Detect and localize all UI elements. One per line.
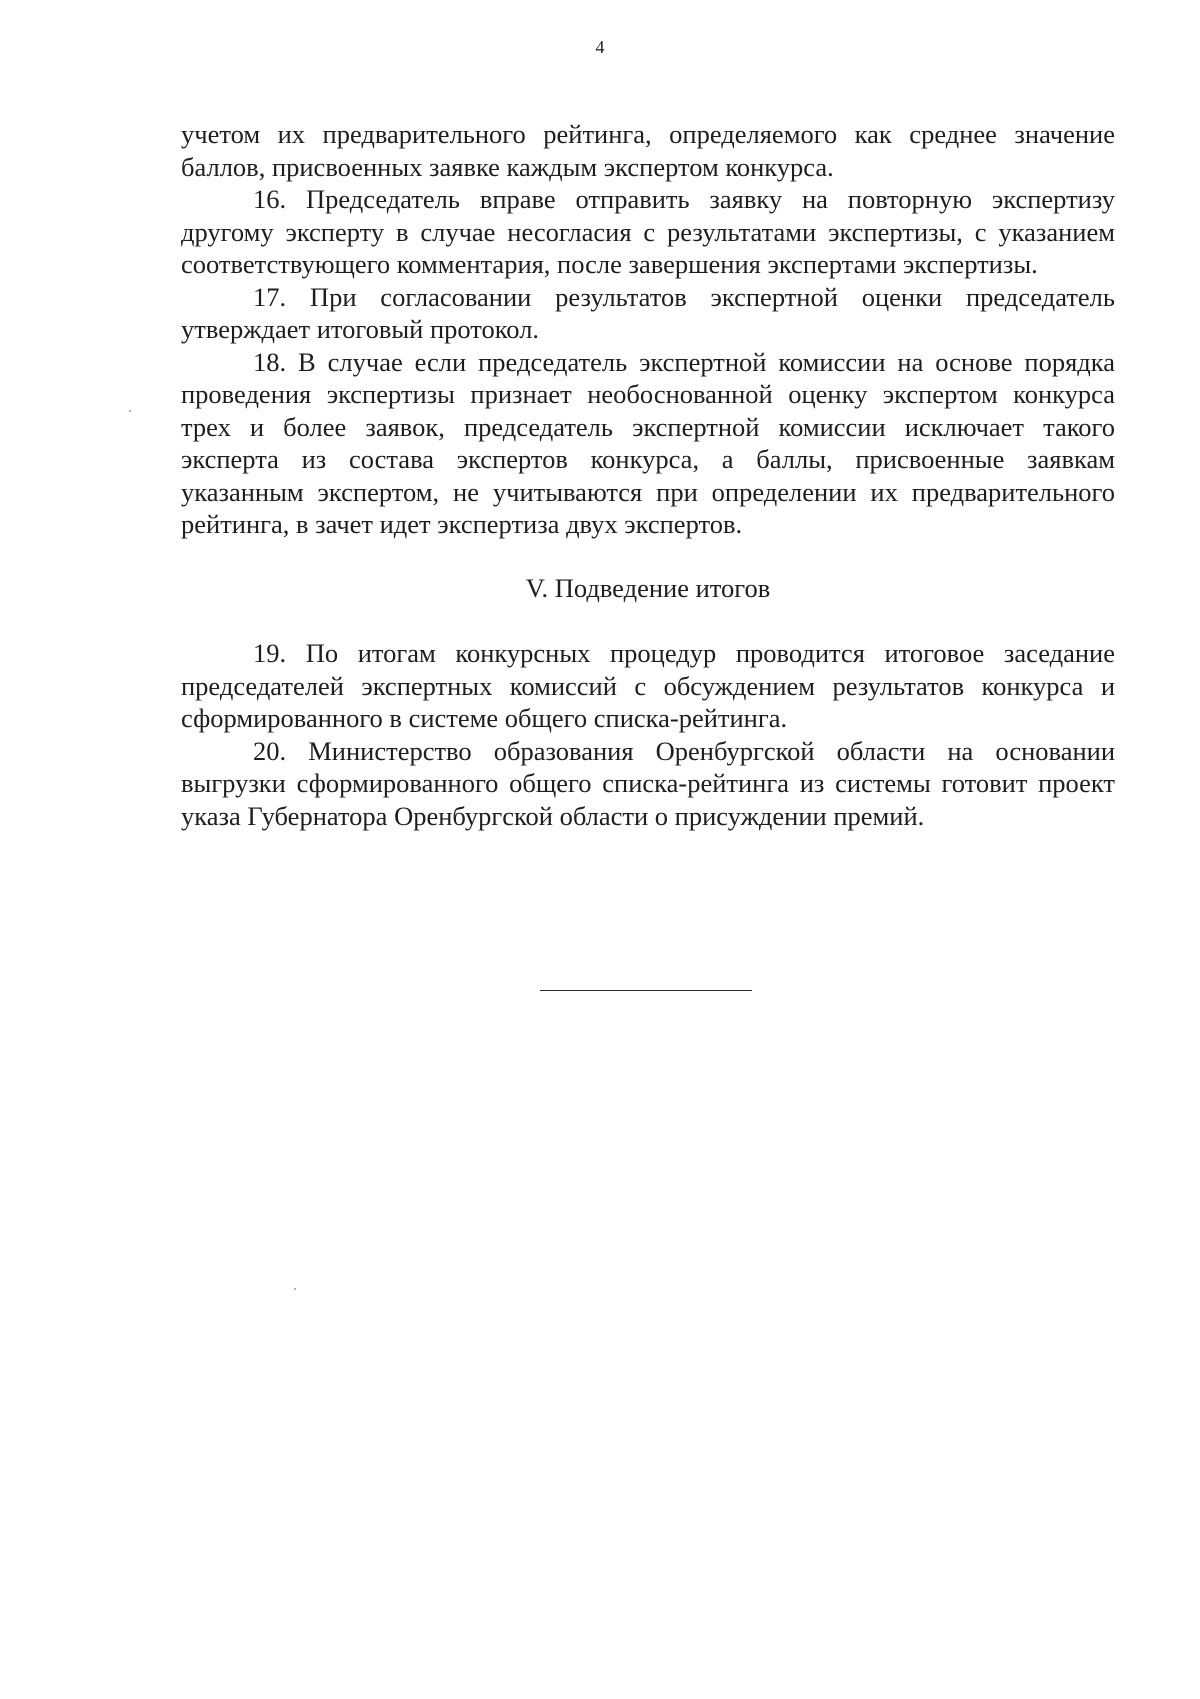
spacer	[181, 541, 1115, 572]
paragraph-19: 19. По итогам конкурсных процедур проводится итоговое заседание председателей экспертных комиссий с обсуждением результатов конкурса и сформированного в системе общего списка-рейтинга.	[181, 638, 1115, 733]
paragraph-16: 16. Председатель вправе отправить заявку на повторную экспертизу другому эксперту в случае несогласия с результатами экспертизы, с указанием соответствующего комментария, после завершения экспертами экспертизы.	[181, 184, 1115, 279]
end-of-document-rule	[540, 990, 752, 991]
section-heading: V. Подведение итогов	[525, 572, 771, 603]
page-number: 4	[595, 37, 605, 57]
paragraph-18: 18. В случае если председатель экспертной комиссии на основе порядка проведения экспертизы признает необоснованной оценку экспертом конкурса трех и более заявок, председатель экспертной комиссии исключает такого эксперта из состава экспертов конкурса, а баллы, присвоенные заявкам указанным экспертом, не учитываются при определении их предварительного рейтинга, в зачет идет экспертиза двух экспертов.	[181, 346, 1115, 539]
spacer	[181, 604, 1115, 637]
paragraph-continuation: учетом их предварительного рейтинга, определяемого как среднее значение баллов, присвоенных заявке каждым экспертом конкурса.	[181, 119, 1115, 182]
document-body	[181, 118, 1115, 832]
paragraph-17: 17. При согласовании результатов экспертной оценки председатель утверждает итоговый протокол.	[181, 281, 1115, 344]
scan-speck	[129, 410, 131, 412]
paragraph-20: 20. Министерство образования Оренбургской области на основании выгрузки сформированного общего списка-рейтинга из системы готовит проект указа Губернатора Оренбургской области о присуждении премий.	[181, 735, 1115, 831]
scan-speck	[294, 1288, 296, 1290]
